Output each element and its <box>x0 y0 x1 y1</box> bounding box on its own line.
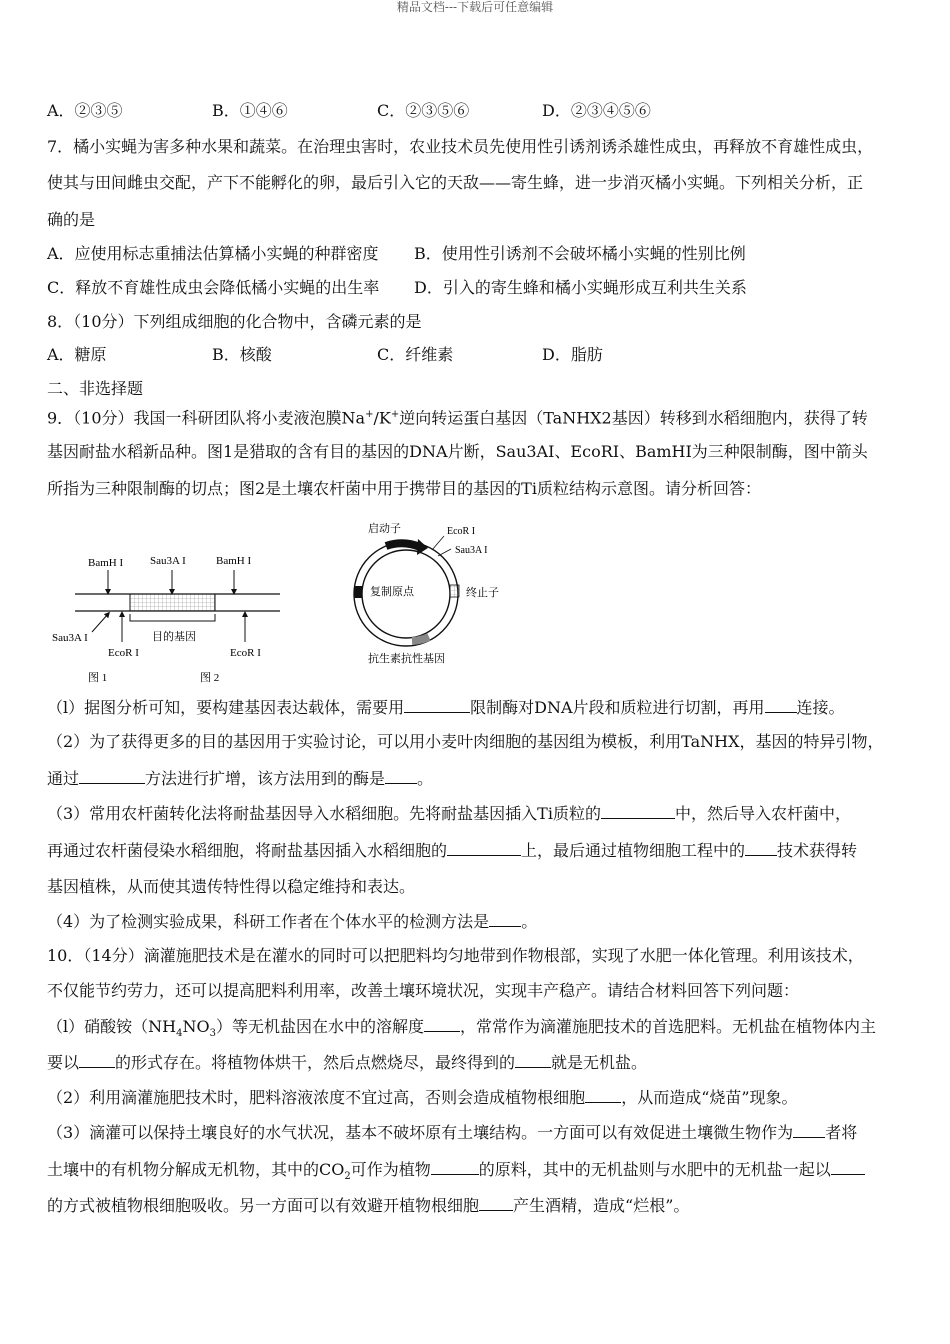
fig1-sau3a1-top: Sau3A I <box>150 555 186 567</box>
fig2-terminator: 终止子 <box>466 586 499 599</box>
q9-part4: （4）为了检测实验成果，科研工作者在个体水平的检测方法是 。 <box>47 912 538 931</box>
q7-stem-line3: 确的是 <box>47 210 96 229</box>
fig1-bamh1-right: BamH I <box>216 555 252 567</box>
q8-option-a: A．糖原 <box>47 345 107 364</box>
fig2-ecor1: EcoR I <box>447 526 476 537</box>
q9-part3-line1: （3）常用农杆菌转化法将耐盐基因导入水稻细胞。先将耐盐基因插入Ti质粒的 中，然后导入农杆菌中， <box>47 804 851 823</box>
q6-option-a: A．②③⑤ <box>47 101 123 120</box>
q9-figures <box>50 518 520 688</box>
q10-part1-line2: 要以 的形式存在。将植物体烘干，然后点燃烧尽，最终得到的 就是无机盐。 <box>47 1053 648 1072</box>
q9-stem-line2: 基因耐盐水稻新品种。图1是猎取的含有目的基因的DNA片断，Sau3AI、EcoRI、BamHI为三种限制酶，图中箭头 <box>47 442 868 461</box>
q7-option-b: B．使用性引诱剂不会破坏橘小实蝇的性别比例 <box>414 244 746 263</box>
q7-option-c: C．释放不育雄性成虫会降低橘小实蝇的出生率 <box>47 278 380 297</box>
q9-part3-line2: 再通过农杆菌侵染水稻细胞，将耐盐基因插入水稻细胞的 上，最后通过植物细胞工程中的 技术获得转 <box>47 841 858 860</box>
q7-stem-line1: 7．橘小实蝇为害多种水果和蔬菜。在治理虫害时，农业技术员先使用性引诱剂诱杀雄性成虫，再释放不育雄性成虫， <box>47 137 874 156</box>
fig2-sau3a1: Sau3A I <box>455 545 488 556</box>
fig2-resistance: 抗生素抗性基因 <box>368 652 445 665</box>
q8-option-b: B．核酸 <box>212 345 272 364</box>
q9-part2-line2: 通过 方法进行扩增，该方法用到的酶是 。 <box>47 769 434 788</box>
q10-part2: （2）利用滴灌施肥技术时，肥料溶液浓度不宜过高，否则会造成植物根细胞 ，从而造成“烧苗”现象。 <box>47 1088 798 1107</box>
fig2-caption: 图 2 <box>200 672 220 684</box>
q9-stem-line1: 9．（10分）我国一科研团队将小麦液泡膜Na+/K+逆向转运蛋白基因（TaNHX2基因）转移到水稻细胞内，获得了转 <box>47 408 868 428</box>
q7-option-a: A．应使用标志重捕法估算橘小实蝇的种群密度 <box>47 244 379 263</box>
figure1-dna-fragment <box>52 555 280 684</box>
q6-option-d: D．②③④⑤⑥ <box>542 101 651 120</box>
fig1-sau3a1-bottom: Sau3A I <box>52 632 88 644</box>
q6-option-c: C．②③⑤⑥ <box>377 101 470 120</box>
fig1-target-gene: 目的基因 <box>152 631 196 643</box>
q9-part3-line3: 基因植株，从而使其遗传特性得以稳定维持和表达。 <box>47 877 416 896</box>
q8-stem: 8．（10分）下列组成细胞的化合物中，含磷元素的是 <box>47 312 422 331</box>
page-header: 精品文档---下载后可任意编辑 <box>396 0 554 14</box>
q7-option-d: D．引入的寄生蜂和橘小实蝇形成互利共生关系 <box>414 278 747 297</box>
section-heading: 二、非选择题 <box>47 379 144 398</box>
q6-option-b: B．①④⑥ <box>212 101 288 120</box>
q10-part3-line3: 的方式被植物根细胞吸收。另一方面可以有效避开植物根细胞 产生酒精，造成“烂根”。 <box>47 1196 690 1215</box>
fig2-origin: 复制原点 <box>370 585 414 598</box>
q7-stem-line2: 使其与田间雌虫交配，产下不能孵化的卵，最后引入它的天敌——寄生蜂，进一步消灭橘小实蝇。下列相关分析，正 <box>47 173 864 192</box>
fig1-caption: 图 1 <box>88 672 108 684</box>
fig1-bamh1-left: BamH I <box>88 557 124 569</box>
fig1-ecor1-right: EcoR I <box>230 647 261 659</box>
q10-part3-line2: 土壤中的有机物分解成无机物，其中的$CO_2$可作为植物 的原料，其中的无机盐则与水肥中的无机盐一起以 <box>47 1158 865 1188</box>
q10-stem-line1: 10．（14分）滴灌施肥技术是在灌水的同时可以把肥料均匀地带到作物根部，实现了水肥一体化管理。利用该技术， <box>47 946 864 965</box>
figure2-ti-plasmid <box>200 521 499 684</box>
q8-option-c: C．纤维素 <box>377 345 454 364</box>
q10-part3-line1: （3）滴灌可以保持土壤良好的水气状况，基本不破坏原有土壤结构。一方面可以有效促进土壤微生物作为 者将 <box>47 1123 858 1142</box>
q9-part1: （l）据图分析可知，要构建基因表达载体，需要用 限制酶对DNA片段和质粒进行切割，再用 连接。 <box>47 698 845 717</box>
q9-stem-line3: 所指为三种限制酶的切点；图2是土壤农杆菌中用于携带目的基因的Ti质粒结构示意图。请分析回答： <box>47 479 761 498</box>
q10-stem-line2: 不仅能节约劳力，还可以提高肥料利用率，改善土壤环境状况，实现丰产稳产。请结合材料回答下列问题： <box>47 981 800 1000</box>
q8-option-d: D．脂肪 <box>542 345 603 364</box>
q10-part1-line1: （l）硝酸铵$(NH_4NO_3)$等无机盐因在水中的溶解度 ，常常作为滴灌施肥技术的首选肥料。无机盐在植物体内主 <box>47 1017 876 1040</box>
q9-part2-line1: （2）为了获得更多的目的基因用于实验讨论，可以用小麦叶肉细胞的基因组为模板，利用TaNHX，基因的特异引物， <box>47 732 884 751</box>
fig1-ecor1-left: EcoR I <box>108 647 139 659</box>
fig2-promoter: 启动子 <box>368 522 401 535</box>
